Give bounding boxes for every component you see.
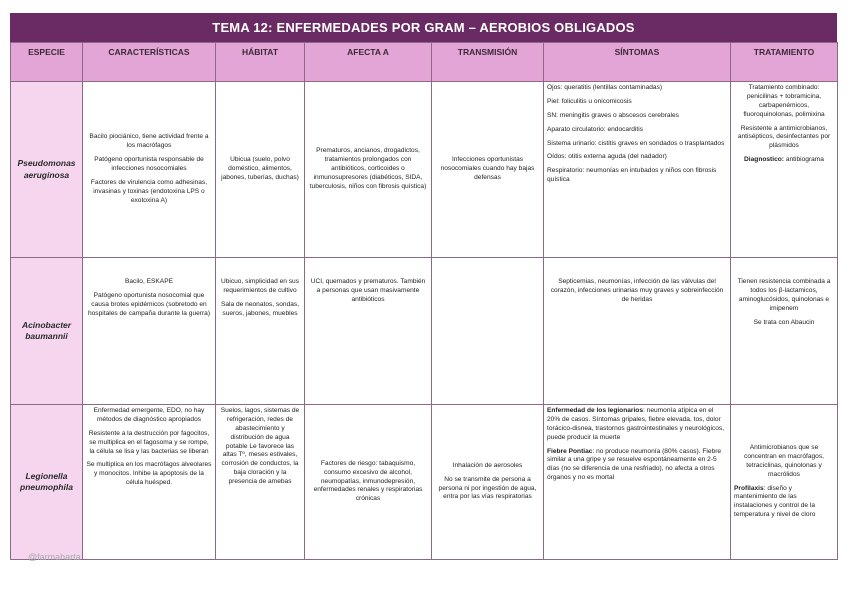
caracteristicas-cell: [83, 258, 216, 405]
text-line: Ojos: queratitis (lentillas contaminadas): [547, 84, 663, 91]
caracteristicas-cell: [83, 82, 216, 258]
diagnostico-label: Diagnostico:: [744, 156, 784, 164]
header-tratamiento: TRATAMIENTO: [731, 43, 838, 82]
profilaxis-text: : diseño y mantenimiento de las instalaciones y control de la temperatura y nivel de cloro: [734, 484, 816, 519]
text-line: Sistema urinario: cistitis graves en sondados o trasplantados: [547, 139, 725, 147]
header-caracteristicas: CARACTERÍSTICAS: [83, 43, 216, 82]
pontiac-label: Fiebre Pontiac: [547, 447, 593, 455]
header-sintomas: SÍNTOMAS: [544, 43, 731, 82]
species-cell: Legionella pneumophila: [11, 405, 83, 560]
profilaxis-line: [734, 485, 834, 521]
table-row: [11, 82, 838, 258]
text-line: No se transmite de persona a persona ni por ingestión de agua, entra por las vías respiratorias: [438, 475, 537, 501]
header-row: [11, 43, 838, 82]
text-line: Ubicuo, simplicidad en sus requerimientos de cultivo: [220, 278, 300, 294]
legionarios-line: [547, 407, 727, 443]
text-line: Bacilo, ESKAPE: [124, 278, 173, 285]
habitat-cell: Suelos, lagos, sistemas de refrigeración, redes de abastecimiento y distribución de agua potable Le favorece las altas Tº, meses estivales, corrosión de conductos, la baja cloración y la presencia de amebas: [216, 405, 305, 560]
text-line: Tienen resistencia combinada a todos los β-lactamicos, aminoglucósidos, quinolonas e imipenem: [737, 278, 831, 312]
species-cell: Pseudomonas aeruginosa: [11, 82, 83, 258]
sintomas-cell: [544, 82, 731, 258]
header-habitat: HÁBITAT: [216, 43, 305, 82]
text-line: SN: meningitis graves o abscesos cerebrales: [547, 111, 679, 119]
text-line: Patógeno oportunista responsable de infecciones nosocomiales: [94, 156, 204, 173]
table-row: [11, 258, 838, 405]
author-credit: @farmaharta: [28, 552, 81, 562]
diagnostico-text: antibiograma: [783, 156, 824, 164]
text-line: Tratamiento combinado: penicilinas + tobramicina, carbapenémicos, fluoroquinolonas, polimixina: [743, 84, 825, 118]
text-line: Resistente a antimicrobianos, antisépticos, desinfectantes por plásmidos: [737, 124, 831, 150]
tratamiento-cell: [731, 258, 838, 405]
sintomas-cell: [544, 405, 731, 560]
text-line: Piel: foliculitis u onicomicosis: [547, 97, 632, 105]
page-title: TEMA 12: ENFERMEDADES POR GRAM – AEROBIOS OBLIGADOS: [10, 13, 837, 42]
afecta-cell: Prematuros, ancianos, drogadictos, tratamientos prolongados con antibióticos, corticoides o inmunosupresores (diabéticos, SIDA, tuberculosis, niños con fibrosis quística): [305, 82, 432, 258]
habitat-cell: Ubicua (suelo, polvo doméstico, alimentos, jabones, tuberías, duchas): [216, 82, 305, 258]
text-line: Resistente a la destrucción por fagocitos, se multiplica en el fagosoma y se rompe, la célula se lisa y las bacterias se liberan: [88, 429, 210, 455]
transmision-cell: [432, 258, 544, 405]
pontiac-text: : no produce neumonía (80% casos). Fiebre similar a una gripe y se resuelve espontáneamente en 2-5 días (no se diferencia de una resfriado), no afecta a otros órganos y no es mortal: [547, 447, 722, 482]
text-line: Antimicrobianos que se concentran en macrófagos, tetraciclinas, quinolonas y macrólidos: [744, 443, 824, 478]
tratamiento-cell: [731, 405, 838, 560]
pontiac-line: [547, 448, 727, 484]
diagnostico-line: [734, 156, 834, 165]
text-line: Patógeno oportunista nosocomial que causa brotes epidémicos (sobretodo en hospitales de campaña durante la guerra): [87, 291, 211, 317]
table-row: [11, 405, 838, 560]
text-line: Aparato circulatorio: endocarditis: [547, 125, 644, 133]
text-line: Se multiplica en los macrófagos alveolares y monocitos. Inhibe la apoptosis de la célula huésped.: [86, 461, 212, 487]
text-line: Oídos: otitis externa aguda (del nadador): [547, 153, 667, 161]
legionarios-label: Enfermedad de los legionarios: [547, 407, 643, 414]
caracteristicas-cell: [83, 405, 216, 560]
transmision-cell: [432, 405, 544, 560]
tratamiento-cell: [731, 82, 838, 258]
text-line: Infecciones oportunistas nosocomiales cuando hay bajas defensas: [440, 156, 535, 181]
transmision-cell: [432, 82, 544, 258]
afecta-cell: Factores de riesgo: tabaquismo, consumo excesivo de alcohol, neumopatías, inmunodepresión, enfermedades renales y respiratorias crónicas: [305, 405, 432, 560]
header-afecta: AFECTA A: [305, 43, 432, 82]
afecta-cell: UCI, quemados y prematuros. También a personas que usan masivamente antibióticos: [305, 258, 432, 405]
text-line: Sala de neonatos, sondas, sueros, jabones, muebles: [220, 300, 300, 317]
legionarios-text: : neumonía atípica en el 20% de casos. Síntomas gripales, fiebre elevada, tos, dolor torácico-disnea, trastornos gastrointestinales y neurológicos, puede producir la muerte: [547, 407, 725, 441]
text-line: Inhalación de aerosoles: [452, 461, 523, 469]
text-line: Bacilo piociánico, tiene actividad frente a los macrófagos: [89, 133, 209, 150]
habitat-cell: [216, 258, 305, 405]
species-cell: Acinobacter baumannii: [11, 258, 83, 405]
profilaxis-label: Profilaxis: [734, 484, 764, 492]
header-transmision: TRANSMISIÓN: [432, 43, 544, 82]
gram-table: [10, 42, 838, 560]
text-line: Enfermedad emergente, EDO, no hay métodos de diagnóstico apropiados: [93, 407, 205, 423]
text-line: Respiratorio: neumonías en intubados y niños con fibrosis quística: [547, 167, 717, 184]
sintomas-cell: Septicemias, neumonías, infección de las válvulas del corazón, infecciones urinarias muy graves y sobreinfección de heridas: [544, 258, 731, 405]
text-line: Se trata con Abaucin: [753, 318, 815, 326]
header-especie: ESPECIE: [11, 43, 83, 82]
text-line: Factores de virulencia como adhesinas, invasinas y toxinas (endotoxina LPS o exotoxina A): [90, 178, 208, 204]
